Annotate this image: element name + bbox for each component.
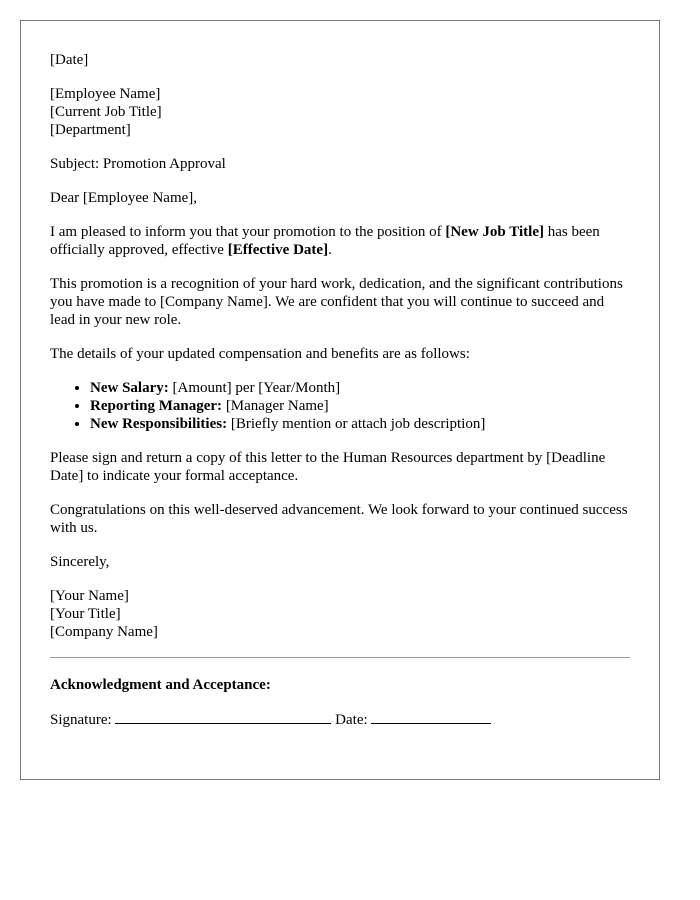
detail-value: [Manager Name] <box>222 398 329 414</box>
date-line[interactable] <box>371 710 491 724</box>
sender-title: [Your Title] <box>50 606 121 622</box>
sender-block <box>50 587 630 641</box>
signature-line[interactable] <box>115 710 331 724</box>
sender-company: [Company Name] <box>50 624 158 640</box>
signature-label: Signature: <box>50 712 112 728</box>
recipient-block <box>50 85 630 139</box>
paragraph-promotion-mid: has been officially approved, effective <box>50 224 600 258</box>
recipient-department: [Department] <box>50 122 131 138</box>
recipient-job-title: [Current Job Title] <box>50 104 162 120</box>
detail-item-responsibilities <box>90 415 630 433</box>
detail-value: [Briefly mention or attach job description] <box>227 416 486 432</box>
effective-date: [Effective Date] <box>227 242 329 258</box>
letter <box>20 20 660 780</box>
detail-label: Reporting Manager: <box>90 398 223 414</box>
date-label: Date: <box>335 712 368 728</box>
detail-item-manager <box>90 397 630 415</box>
detail-label: New Salary: <box>90 380 169 396</box>
paragraph-recognition: This promotion is a recognition of your hard work, dedication, and the significant contributions you have made to [Company Name]. We are confident that you will continue to succeed and lead in your new role. <box>50 276 623 328</box>
letter-date: [Date] <box>50 52 89 68</box>
sender-name: [Your Name] <box>50 588 129 604</box>
salutation: Dear [Employee Name], <box>50 190 198 206</box>
recipient-name: [Employee Name] <box>50 86 161 102</box>
letter-subject: Subject: Promotion Approval <box>50 156 226 172</box>
paragraph-congratulations: Congratulations on this well-deserved advancement. We look forward to your continued success with us. <box>50 502 628 536</box>
detail-label: New Responsibilities: <box>90 416 228 432</box>
acknowledgment-heading-text: Acknowledgment and Acceptance: <box>50 677 271 693</box>
paragraph-promotion <box>50 223 630 259</box>
details-list <box>50 379 630 433</box>
detail-value: [Amount] per [Year/Month] <box>168 380 341 396</box>
paragraph-promotion-pre: I am pleased to inform you that your promotion to the position of <box>50 224 446 240</box>
paragraph-promotion-post: . <box>328 242 332 258</box>
detail-item-salary <box>90 379 630 397</box>
paragraph-return-instructions: Please sign and return a copy of this letter to the Human Resources department by [Deadline Date] to indicate your formal acceptance. <box>50 450 606 484</box>
acknowledgment-heading <box>50 676 630 694</box>
closing: Sincerely, <box>50 554 110 570</box>
signature-row <box>50 710 630 729</box>
divider <box>50 657 630 658</box>
new-job-title: [New Job Title] <box>445 224 544 240</box>
paragraph-details-intro: The details of your updated compensation and benefits are as follows: <box>50 346 470 362</box>
